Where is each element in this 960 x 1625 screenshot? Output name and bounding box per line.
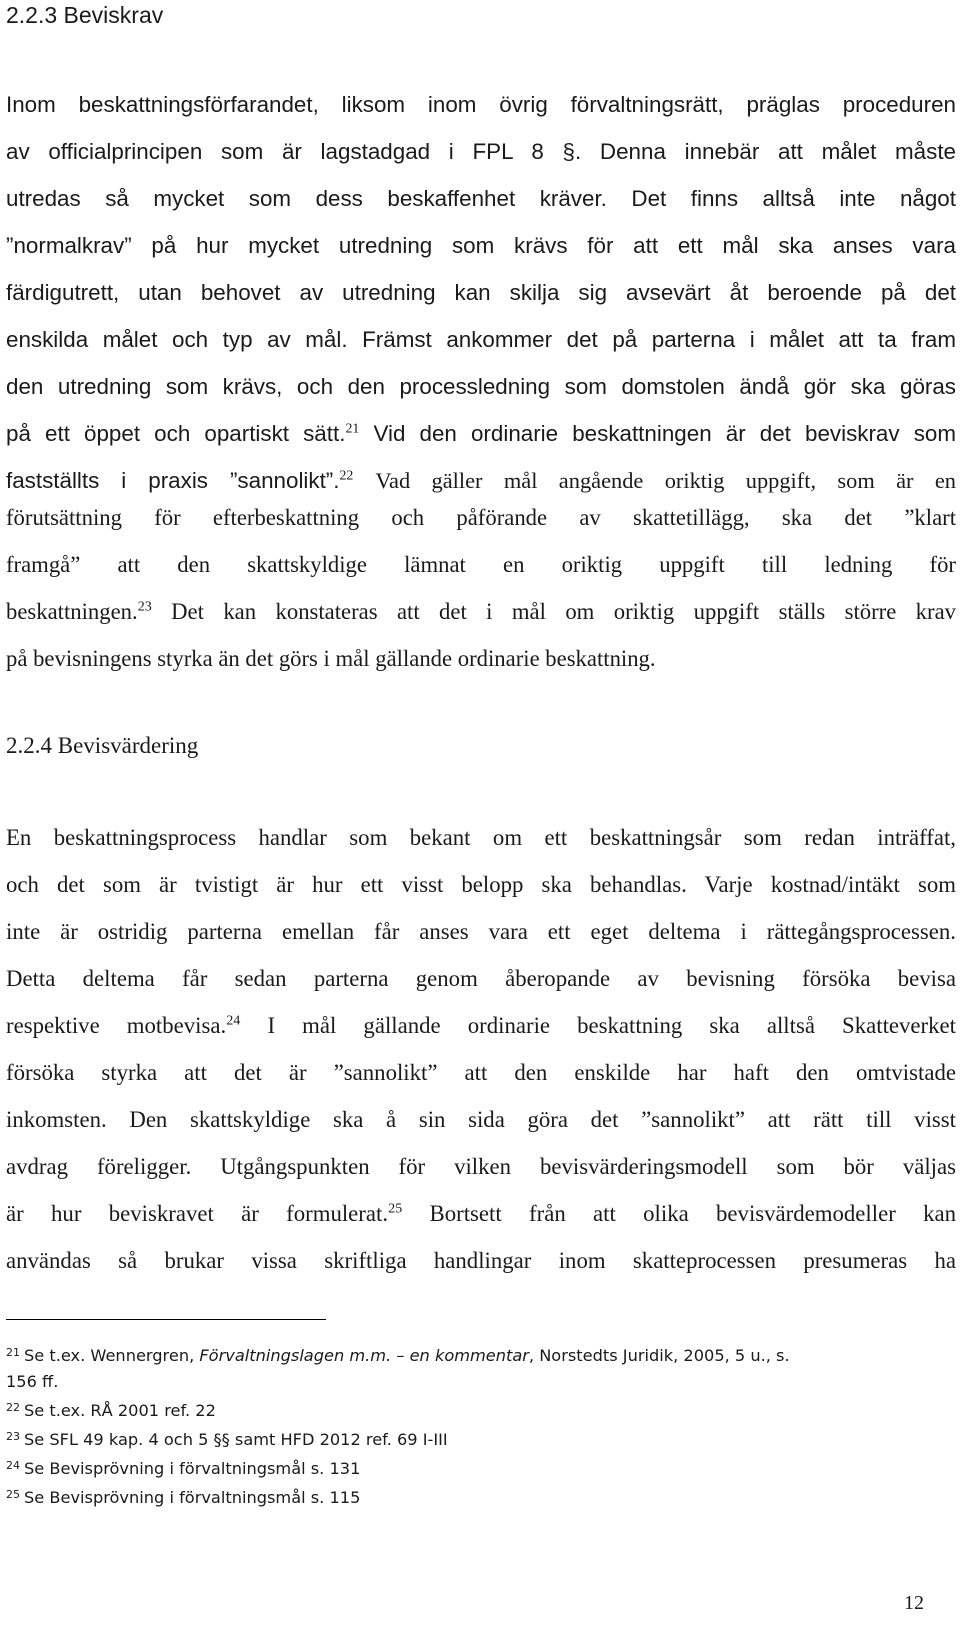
footnote-divider	[6, 1319, 326, 1320]
text-fragment: Det finns alltså inte något	[631, 186, 956, 211]
text-line: förutsättning för efterbeskattning och påförande av skattetillägg, ska det ”klart	[6, 505, 956, 530]
footnote-number: 25	[6, 1488, 20, 1501]
footnote-marker-23[interactable]: 23	[137, 598, 152, 615]
text-line: En beskattningsprocess handlar som bekant om ett beskattningsår som redan inträffat,	[6, 825, 956, 850]
footnote-marker-21[interactable]: 21	[345, 421, 360, 437]
footnote-marker-22[interactable]: 22	[339, 468, 354, 484]
text-fragment: på ett öppet och opartiskt sätt.	[6, 421, 346, 446]
footnote-text: Se Bevisprövning i förvaltningsmål s. 131	[24, 1459, 361, 1478]
text-line	[6, 316, 956, 363]
page-number: 12	[904, 1592, 924, 1614]
section-heading-bevisvardering: 2.2.4 Bevisvärdering	[6, 733, 199, 758]
text-fragment: är hur beviskravet är formulerat.	[6, 1201, 389, 1226]
footnote-25	[6, 1482, 946, 1511]
footnote-text: Se t.ex. Wennergren,	[24, 1346, 200, 1365]
text-line: ”normalkrav” på hur mycket utredning som krävs för att ett mål ska anses vara	[6, 233, 956, 258]
footnote-marker-25[interactable]: 25	[388, 1200, 403, 1217]
footnote-number: 22	[6, 1401, 20, 1414]
text-line	[6, 588, 956, 635]
footnote-number: 24	[6, 1459, 20, 1472]
text-line	[6, 1002, 956, 1049]
text-fragment: Bortsett från att olika bevisvärdemodeller kan	[429, 1201, 957, 1226]
text-fragment: fastställts i praxis ”sannolikt”.	[6, 468, 340, 493]
text-fragment: respektive motbevisa.	[6, 1013, 227, 1038]
footnote-text: Se t.ex. RÅ 2001 ref. 22	[24, 1401, 216, 1420]
text-line: inkomsten. Den skattskyldige ska å sin sida göra det ”sannolikt” att rätt till visst	[6, 1107, 956, 1132]
text-line	[6, 175, 956, 222]
footnotes	[6, 1340, 946, 1511]
paragraph-beviskrav-continued	[6, 494, 956, 682]
text-line: färdigutrett, utan behovet av utredning kan skilja sig avsevärt åt beroende på det	[6, 280, 956, 305]
footnote-number: 23	[6, 1430, 20, 1443]
footnote-number: 21	[6, 1346, 20, 1359]
text-fragment: enskilda målet och typ av mål.	[6, 327, 348, 352]
footnote-21	[6, 1340, 946, 1395]
footnote-book-title: Förvaltningslagen m.m. – en kommentar	[199, 1346, 529, 1365]
text-line	[6, 1190, 956, 1237]
text-line: försöka styrka att det är ”sannolikt” att den enskilde har haft den omtvistade	[6, 1060, 956, 1085]
footnote-continuation: 156 ff.	[6, 1372, 59, 1391]
footnote-22	[6, 1395, 946, 1424]
paragraph-beviskrav	[6, 81, 956, 504]
footnote-23	[6, 1424, 946, 1453]
text-line: Detta deltema får sedan parterna genom åberopande av bevisning försöka bevisa	[6, 966, 956, 991]
footnote-text: , Norstedts Juridik, 2005, 5 u., s.	[528, 1346, 790, 1365]
text-line: på bevisningens styrka än det görs i mål gällande ordinarie beskattning.	[6, 646, 656, 671]
text-fragment: Det kan konstateras att det i mål om oriktig uppgift ställs större krav	[171, 599, 956, 624]
text-fragment: Vad gäller mål angående oriktig uppgift, som är en	[375, 468, 956, 493]
text-line: den utredning som krävs, och den processledning som domstolen ändå gör ska göras	[6, 374, 956, 399]
text-fragment: I mål gällande ordinarie beskattning ska alltså Skatteverket	[267, 1013, 956, 1038]
text-line: avdrag föreligger. Utgångspunkten för vilken bevisvärderingsmodell som bör väljas	[6, 1154, 956, 1179]
text-fragment: Vid den ordinarie beskattningen är det beviskrav som	[373, 421, 956, 446]
footnote-24	[6, 1453, 946, 1482]
footnote-text: Se SFL 49 kap. 4 och 5 §§ samt HFD 2012 ref. 69 I-III	[24, 1430, 448, 1449]
text-fragment: beskattningen.	[6, 599, 138, 624]
text-line: av officialprincipen som är lagstadgad i FPL 8 §. Denna innebär att målet måste	[6, 139, 956, 164]
text-fragment: utredas så mycket som dess beskaffenhet kräver.	[6, 186, 607, 211]
text-line: användas så brukar vissa skriftliga handlingar inom skatteprocessen presumeras ha	[6, 1248, 956, 1273]
text-fragment: Främst ankommer det på parterna i målet att ta fram	[362, 327, 956, 352]
section-heading-beviskrav: 2.2.3 Beviskrav	[6, 2, 164, 28]
paragraph-bevisvardering	[6, 814, 956, 1284]
text-line: och det som är tvistigt är hur ett visst belopp ska behandlas. Varje kostnad/intäkt som	[6, 872, 956, 897]
text-line: framgå” att den skattskyldige lämnat en oriktig uppgift till ledning för	[6, 552, 956, 577]
footnote-marker-24[interactable]: 24	[226, 1012, 241, 1029]
text-line	[6, 410, 956, 457]
text-line: Inom beskattningsförfarandet, liksom inom övrig förvaltningsrätt, präglas proceduren	[6, 92, 956, 117]
text-line: inte är ostridig parterna emellan får anses vara ett eget deltema i rättegångsprocessen.	[6, 919, 956, 944]
footnote-text: Se Bevisprövning i förvaltningsmål s. 115	[24, 1488, 361, 1507]
